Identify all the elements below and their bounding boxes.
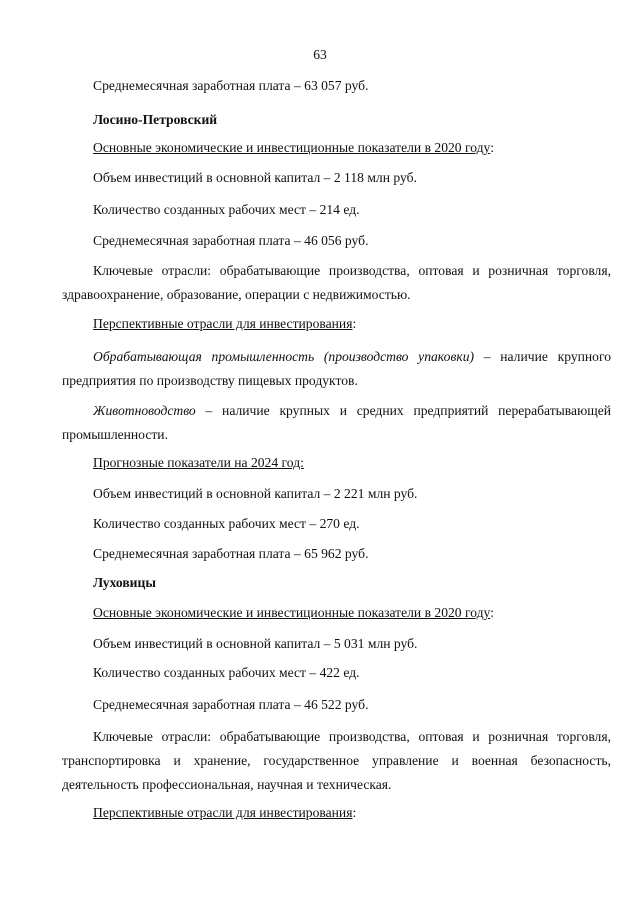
- subheading-text: Основные экономические и инвестиционные показатели в 2020 году: [93, 140, 491, 155]
- salary-line-prev: Среднемесячная заработная плата – 63 057 руб.: [93, 78, 369, 93]
- subheading-indicators-2020: [93, 605, 494, 621]
- subheading-colon: :: [352, 805, 357, 820]
- manufacturing-paragraph: [62, 345, 611, 393]
- subheading-forecast-2024: Прогнозные показатели на 2024 год:: [93, 455, 304, 470]
- jobs-line: Количество созданных рабочих мест – 270 ед.: [93, 516, 360, 531]
- paragraph-rest: – наличие крупного предприятия по производству пищевых продуктов.: [62, 349, 611, 388]
- paragraph-rest: – наличие крупных и средних предприятий перерабатывающей промышленности.: [62, 403, 611, 442]
- subheading-text: Основные экономические и инвестиционные показатели в 2020 году: [93, 605, 491, 620]
- italic-term: Животноводство: [93, 403, 196, 418]
- heading-lukhovitsy: Луховицы: [93, 575, 156, 590]
- investment-line: Объем инвестиций в основной капитал – 5 031 млн руб.: [93, 636, 418, 651]
- livestock-paragraph: [62, 399, 611, 447]
- jobs-line: Количество созданных рабочих мест – 214 ед.: [93, 202, 360, 217]
- key-industries-paragraph: Ключевые отрасли: обрабатывающие производства, оптовая и розничная торговля, здравоохранение, образование, операции с недвижимостью.: [62, 263, 611, 302]
- subheading-prospective-industries: [93, 316, 356, 332]
- heading-losino-petrovsky: Лосино-Петровский: [93, 112, 218, 127]
- jobs-line: Количество созданных рабочих мест – 422 ед.: [93, 665, 360, 680]
- salary-line: Среднемесячная заработная плата – 46 056 руб.: [93, 233, 369, 248]
- italic-term: Обрабатывающая промышленность (производство упаковки): [93, 349, 475, 364]
- subheading-text: Перспективные отрасли для инвестирования: [93, 316, 353, 331]
- investment-line: Объем инвестиций в основной капитал – 2 118 млн руб.: [93, 170, 417, 185]
- subheading-text: Перспективные отрасли для инвестирования: [93, 805, 353, 820]
- subheading-indicators-2020: [93, 140, 494, 156]
- page-number: 63: [313, 47, 327, 62]
- key-industries-paragraph: Ключевые отрасли: обрабатывающие производства, оптовая и розничная торговля, транспортировка и хранение, государственное управление и военная безопасность, деятельность профессиональная, научная и техническая.: [62, 729, 611, 792]
- salary-line: Среднемесячная заработная плата – 46 522 руб.: [93, 697, 369, 712]
- subheading-colon: :: [490, 140, 494, 155]
- investment-line: Объем инвестиций в основной капитал – 2 221 млн руб.: [93, 486, 418, 501]
- salary-line: Среднемесячная заработная плата – 65 962 руб.: [93, 546, 369, 561]
- subheading-colon: :: [352, 316, 357, 331]
- subheading-colon: :: [490, 605, 494, 620]
- subheading-prospective-industries: [93, 805, 356, 821]
